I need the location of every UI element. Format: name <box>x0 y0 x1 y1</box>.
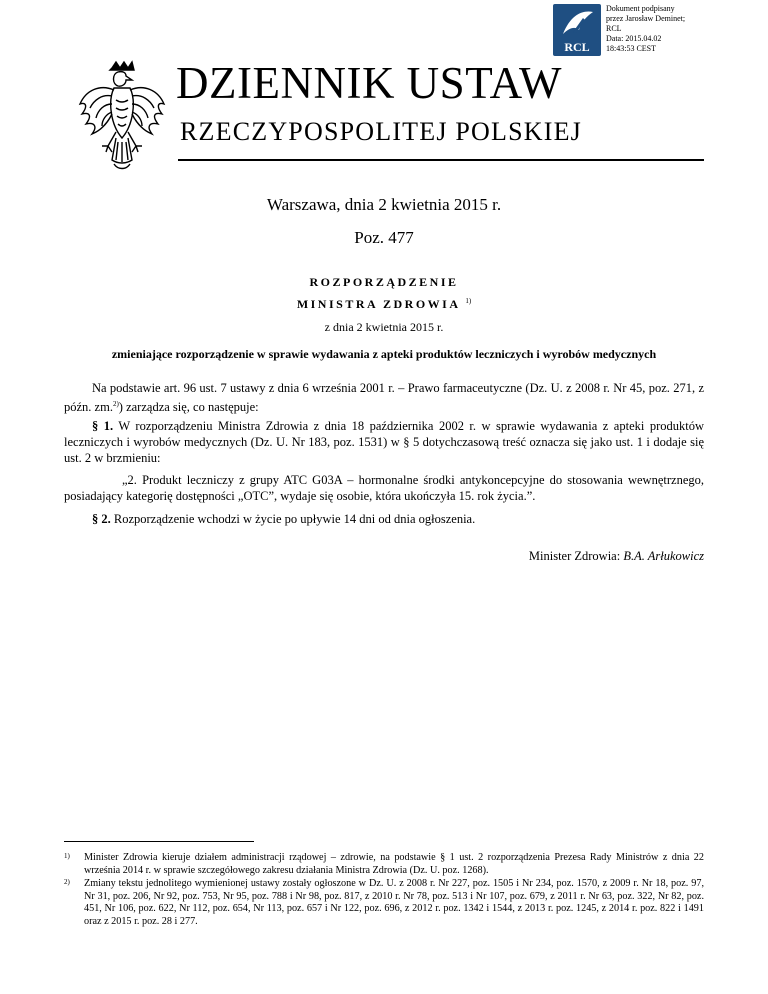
section-2 <box>64 511 704 527</box>
publication-date: Warszawa, dnia 2 kwietnia 2015 r. <box>266 195 502 214</box>
act-date: z dnia 2 kwietnia 2015 r. <box>324 320 444 334</box>
footnote-text: Minister Zdrowia kieruje działem administracji rządowej – zdrowie, na podstawie § 1 ust. 2 rozporządzenia Prezesa Rady Ministrów z dnia 22 września 2014 r. w sprawie szczegółowego zakresu działania Ministra Zdrowia (Dz. U. poz. 1268). <box>84 852 704 876</box>
section-label: § 2. <box>92 512 111 526</box>
signature-line: 18:43:53 CEST <box>606 44 657 53</box>
section-text: W rozporządzeniu Ministra Zdrowia z dnia 18 października 2002 r. w sprawie wydawania z apteki produktów leczniczych i wyrobów medycznych (Dz. U. Nr 183, poz. 1531) w § 5 dotychczasową treść oznacza się jako ust. 1 i dodaje się ust. 2 w brzmieniu: <box>64 419 704 465</box>
signatory-role: Minister Zdrowia: <box>528 549 624 563</box>
footnote-divider <box>64 841 254 842</box>
journal-title: DZIENNIK USTAW <box>176 58 562 108</box>
preamble-text: Na podstawie art. 96 ust. 7 ustawy z dnia 6 września 2001 r. – Prawo farmaceutyczne (Dz. U. z 2008 r. Nr 45, poz. 271, z późn. zm. <box>64 381 704 415</box>
footnote-ref: 1) <box>465 297 472 305</box>
signature-seal-icon <box>553 4 601 56</box>
footnote-mark: 1) <box>64 852 70 860</box>
position-number: Poz. 477 <box>354 228 414 247</box>
signature-line: Data: 2015.04.02 <box>606 34 662 43</box>
act-type: ROZPORZĄDZENIE <box>309 275 459 289</box>
preamble-text-end: ) zarządza się, co następuje: <box>118 400 259 415</box>
section-label: § 1. <box>92 419 114 433</box>
act-issuer-name: MINISTRA ZDROWIA <box>296 297 460 311</box>
signatory <box>0 549 704 564</box>
footnote-text: Zmiany tekstu jednolitego wymienionej ustawy zostały ogłoszone w Dz. U. z 2008 r. Nr 227, poz. 1505 i Nr 234, poz. 1570, z 2009 r. Nr 18, poz. 97, Nr 31, poz. 206, Nr 92, poz. 753, Nr 95, poz. 788 i Nr 98, poz. 817, z 2010 r. Nr 78, poz. 513 i Nr 107, poz. 679, z 2011 r. Nr 63, poz. 322, Nr 82, poz. 451, Nr 106, poz. 622, Nr 112, poz. 654, Nr 113, poz. 657 i Nr 122, poz. 696, z 2012 r. poz. 1342 i 1544, z 2013 r. poz. 1245, z 2014 r. poz. 822 i 1491 oraz z 2015 r. poz. 28 i 277. <box>84 878 704 927</box>
act-subject: zmieniające rozporządzenie w sprawie wydawania z apteki produktów leczniczych i wyrobów medycznych <box>111 347 657 361</box>
journal-subtitle: RZECZYPOSPOLITEJ POLSKIEJ <box>180 117 582 146</box>
signature-line: Dokument podpisany <box>606 4 675 13</box>
masthead-divider <box>178 159 704 161</box>
signature-logo-text: RCL <box>564 40 590 54</box>
footnote-mark: 2) <box>64 878 70 886</box>
quoted-provision: „2. Produkt leczniczy z grupy ATC G03A – hormonalne środki antykoncepcyjne do stosowania wewnętrznego, posiadający kategorię dostępności „OTC”, wydaje się osobie, która ukończyła 15. rok życia.”. <box>64 473 704 503</box>
section-text: Rozporządzenie wchodzi w życie po upływie 14 dni od dnia ogłoszenia. <box>110 512 476 526</box>
signatory-name: B.A. Arłukowicz <box>623 549 704 563</box>
signature-info <box>606 4 736 54</box>
act-issuer <box>0 297 768 312</box>
eagle-emblem-icon <box>74 60 170 176</box>
preamble <box>64 380 704 415</box>
signature-line: przez Jarosław Deminet; <box>606 14 686 23</box>
footnote <box>64 878 704 928</box>
footnote-ref: 2) <box>112 400 119 408</box>
footnote <box>64 852 704 877</box>
section-1 <box>64 418 704 466</box>
signature-line: RCL <box>606 24 622 33</box>
